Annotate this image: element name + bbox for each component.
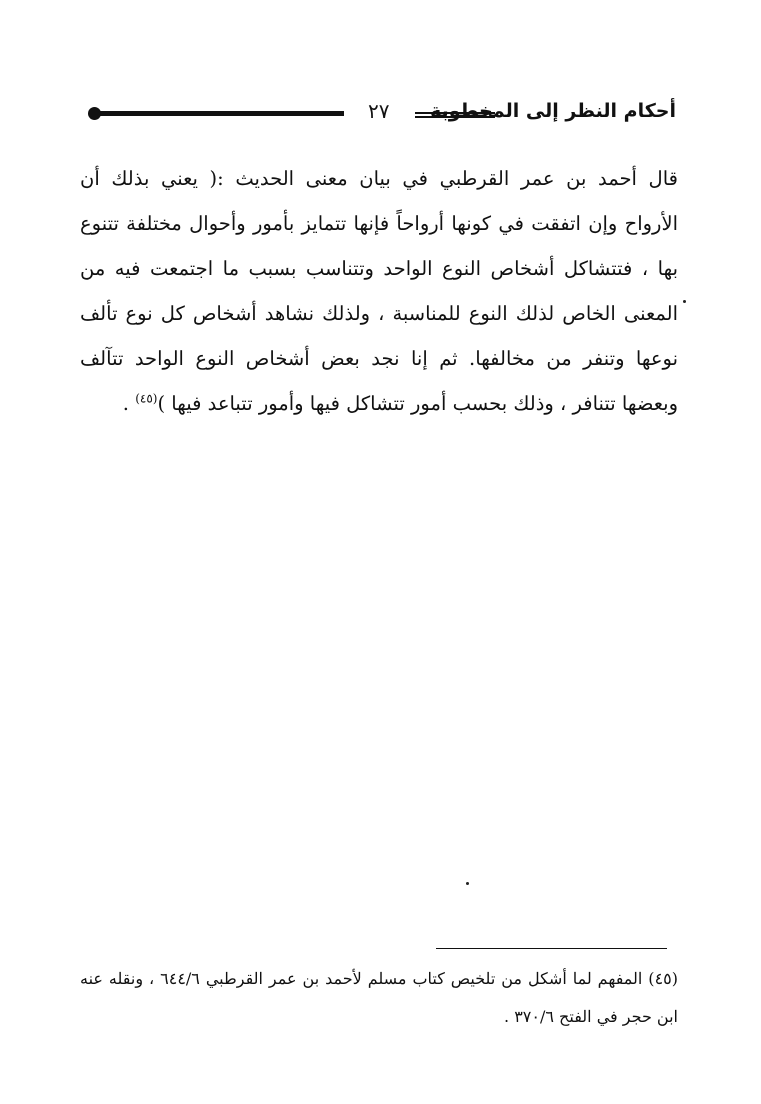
- paragraph-last-line: [80, 381, 678, 426]
- scan-speck: [466, 882, 469, 885]
- book-title: أحكام النظر إلى المخطوبة: [430, 100, 676, 122]
- footnote-line: (٤٥) المفهم لما أشكل من تلخيص كتاب مسلم لأحمد بن عمر القرطبي ٦٤٤/٦ ، ونقله عنه: [80, 969, 678, 988]
- header-thick-rule: [94, 111, 344, 116]
- main-paragraph: [80, 156, 678, 426]
- footnote-line: ابن حجر في الفتح ٣٧٠/٦ .: [504, 1007, 678, 1026]
- paragraph-line: بها ، فتتشاكل أشخاص النوع الواحد وتتناسب بسبب ما اجتمعت فيه من: [80, 257, 678, 280]
- footnote-separator: [436, 948, 667, 949]
- header-rule-dot: [88, 107, 101, 120]
- running-header: [86, 98, 676, 132]
- scan-speck: [683, 300, 686, 303]
- header-double-rule: [415, 112, 495, 118]
- paragraph-line: نوعها وتنفر من مخالفها. ثم إنا نجد بعض أشخاص النوع الواحد تتآلف: [80, 347, 678, 370]
- page-number: ٢٧: [368, 99, 390, 123]
- paragraph-line: وبعضها تتنافر ، وذلك بحسب أمور تتشاكل فيها وأمور تتباعد فيها ): [157, 392, 678, 415]
- footnote: [80, 960, 678, 1036]
- end-punctuation: .: [122, 392, 136, 415]
- footnote-reference[interactable]: (٤٥): [135, 391, 158, 406]
- paragraph-line: الأرواح وإن اتفقت في كونها أرواحاً فإنها تتمايز بأمور وأحوال مختلفة تتنوع: [80, 212, 678, 235]
- paragraph-line: قال أحمد بن عمر القرطبي في بيان معنى الحديث :( يعني بذلك أن: [80, 167, 678, 190]
- paragraph-line: المعنى الخاص لذلك النوع للمناسبة ، ولذلك نشاهد أشخاص كل نوع تألف: [80, 302, 678, 325]
